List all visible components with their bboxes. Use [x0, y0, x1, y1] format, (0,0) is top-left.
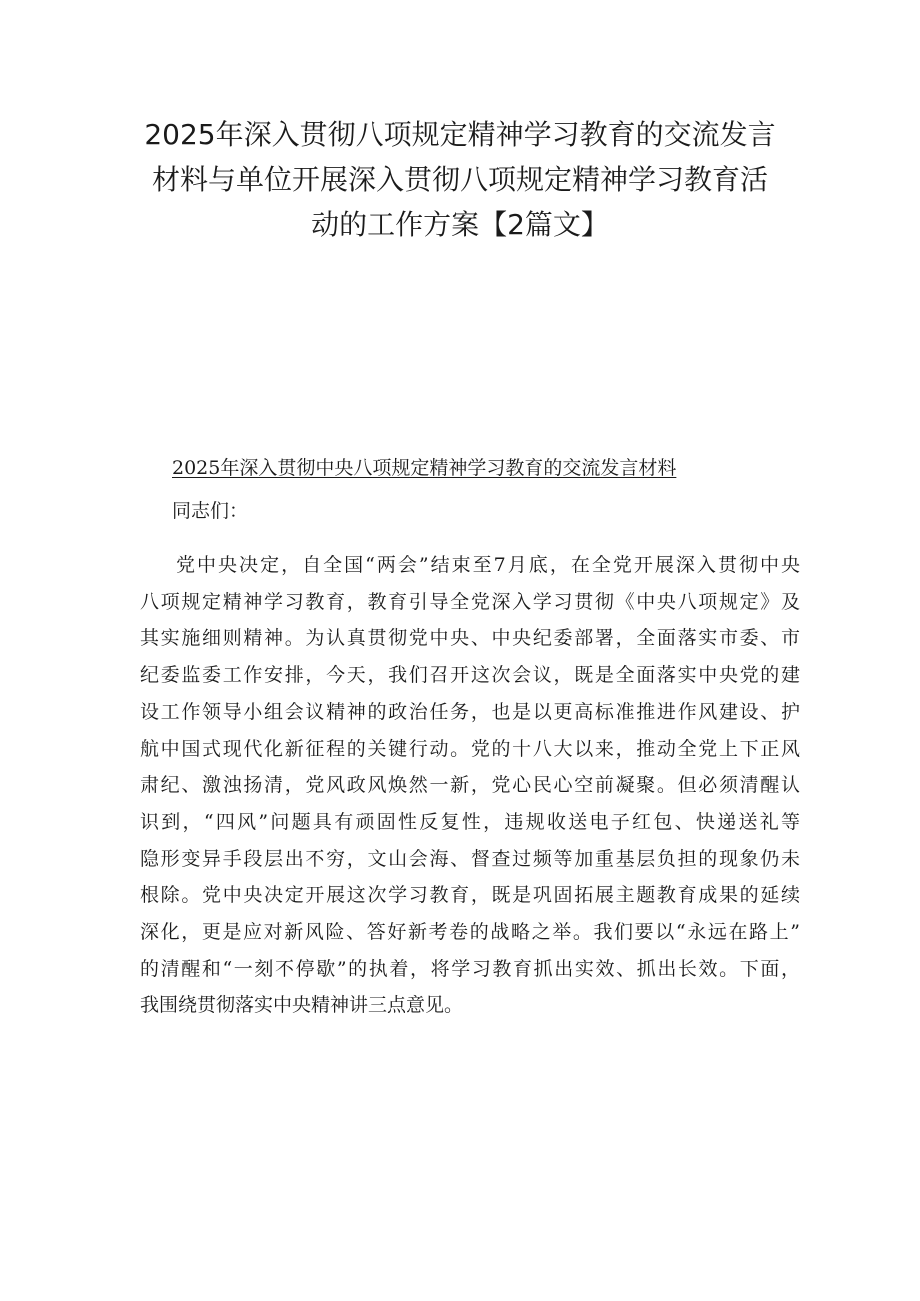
- paragraph-line: 我围绕贯彻落实中央精神讲三点意见。: [140, 994, 464, 1017]
- body-paragraph: [140, 547, 800, 1024]
- paragraph-line: 八项规定精神学习教育，教育引导全党深入学习贯彻《中央八项规定》及: [140, 590, 800, 613]
- paragraph-line: 肃纪、激浊扬清，党风政风焕然一新，党心民心空前凝聚。但必须清醒认: [140, 774, 800, 797]
- paragraph-line: 纪委监委工作安排，今天，我们召开这次会议，既是全面落实中央党的建: [140, 664, 800, 687]
- paragraph-line: 的清醒和“一刻不停歇”的执着，将学习教育抓出实效、抓出长效。下面，: [140, 957, 800, 980]
- title-line-3: 动的工作方案【2篇文】: [311, 208, 609, 241]
- paragraph-line: 航中国式现代化新征程的关键行动。党的十八大以来，推动全党上下正风: [140, 737, 800, 760]
- salutation: 同志们：: [172, 500, 249, 522]
- paragraph-line: 深化，更是应对新风险、答好新考卷的战略之举。我们要以“永远在路上”: [140, 921, 800, 944]
- document-title: [100, 112, 820, 247]
- title-line-1: 2025年深入贯彻八项规定精神学习教育的交流发言: [144, 118, 776, 151]
- paragraph-line: 识到，“四风”问题具有顽固性反复性，违规收送电子红包、快递送礼等: [140, 810, 800, 833]
- title-line-2: 材料与单位开展深入贯彻八项规定精神学习教育活: [151, 163, 768, 196]
- paragraph-line: 党中央决定，自全国“两会”结束至7月底，在全党开展深入贯彻中央: [176, 554, 800, 576]
- section-heading: 2025年深入贯彻中央八项规定精神学习教育的交流发言材料: [172, 457, 677, 479]
- paragraph-line: 根除。党中央决定开展这次学习教育，既是巩固拓展主题教育成果的延续: [140, 884, 800, 907]
- paragraph-line: 设工作领导小组会议精神的政治任务，也是以更高标准推进作风建设、护: [140, 700, 800, 723]
- paragraph-line: 其实施细则精神。为认真贯彻党中央、中央纪委部署，全面落实市委、市: [140, 627, 800, 650]
- paragraph-line: 隐形变异手段层出不穷，文山会海、督查过频等加重基层负担的现象仍未: [140, 847, 800, 870]
